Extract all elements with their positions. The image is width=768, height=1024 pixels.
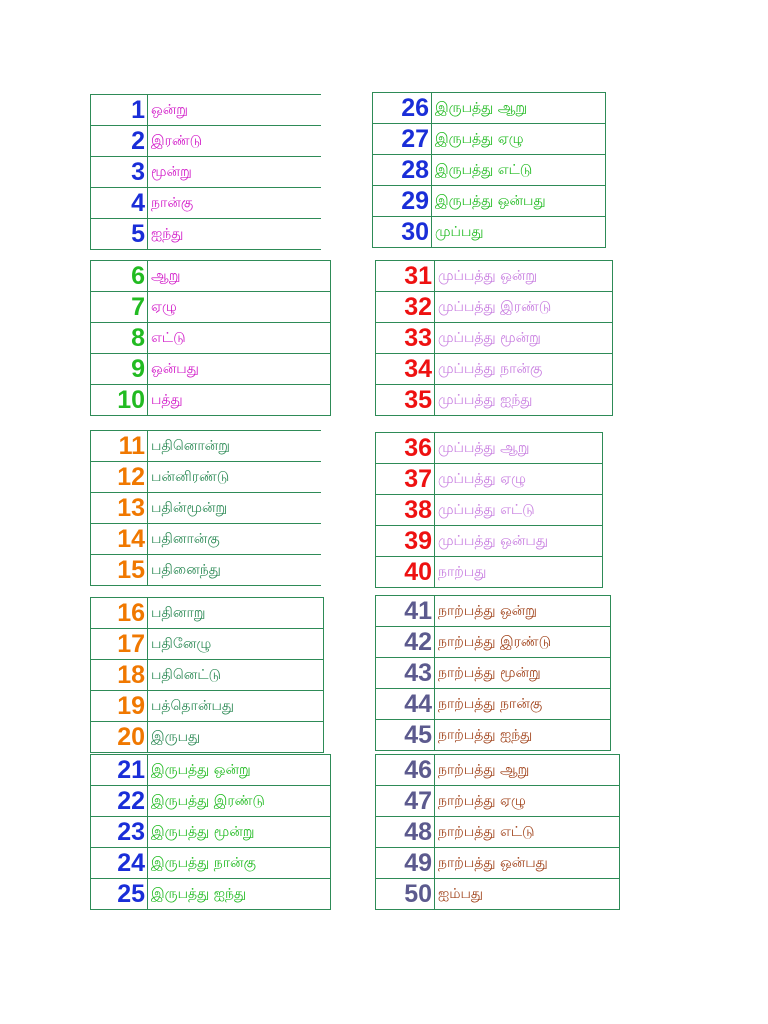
numeral: 26 xyxy=(373,93,432,124)
number-row xyxy=(91,188,322,219)
tamil-number-word: முப்பது xyxy=(432,217,606,248)
numeral: 29 xyxy=(373,186,432,217)
tamil-number-word: ஏழு xyxy=(148,292,331,323)
number-table-1-5 xyxy=(90,94,321,250)
numeral: 24 xyxy=(91,848,148,879)
numeral: 39 xyxy=(376,526,435,557)
number-row xyxy=(91,431,322,462)
tamil-number-word: எட்டு xyxy=(148,323,331,354)
tamil-number-word: இருபத்து ஒன்று xyxy=(148,755,331,786)
tamil-number-word: நாற்பத்து எட்டு xyxy=(435,817,620,848)
number-row xyxy=(373,124,606,155)
tamil-number-word: பதினேழு xyxy=(148,629,324,660)
numeral: 22 xyxy=(91,786,148,817)
number-row xyxy=(91,385,331,416)
number-row xyxy=(91,323,331,354)
tamil-number-word: இரண்டு xyxy=(148,126,322,157)
number-table-6-10 xyxy=(90,260,331,416)
numeral: 40 xyxy=(376,557,435,588)
tamil-number-word: முப்பத்து எட்டு xyxy=(435,495,603,526)
tamil-number-word: நான்கு xyxy=(148,188,322,219)
tamil-number-word: இருபது xyxy=(148,722,324,753)
tamil-number-word: ஒன்பது xyxy=(148,354,331,385)
number-row xyxy=(376,261,613,292)
number-row xyxy=(376,433,603,464)
tamil-number-word: நாற்பத்து மூன்று xyxy=(435,658,611,689)
number-row xyxy=(91,848,331,879)
number-row xyxy=(91,722,324,753)
tamil-number-word: முப்பத்து ஒன்பது xyxy=(435,526,603,557)
numeral: 38 xyxy=(376,495,435,526)
numeral: 49 xyxy=(376,848,435,879)
numeral: 31 xyxy=(376,261,435,292)
number-row xyxy=(376,495,603,526)
numeral: 10 xyxy=(91,385,148,416)
tamil-number-word: முப்பத்து இரண்டு xyxy=(435,292,613,323)
number-row xyxy=(91,261,331,292)
numeral: 34 xyxy=(376,354,435,385)
number-row xyxy=(376,879,620,910)
numeral: 50 xyxy=(376,879,435,910)
numeral: 25 xyxy=(91,879,148,910)
number-row xyxy=(373,155,606,186)
tamil-number-word: மூன்று xyxy=(148,157,322,188)
number-row xyxy=(376,786,620,817)
tamil-number-word: ஐந்து xyxy=(148,219,322,250)
tamil-number-word: இருபத்து மூன்று xyxy=(148,817,331,848)
number-row xyxy=(91,598,324,629)
number-row xyxy=(376,689,611,720)
numeral: 12 xyxy=(91,462,148,493)
numeral: 3 xyxy=(91,157,148,188)
number-row xyxy=(376,596,611,627)
tamil-number-word: நாற்பத்து ஐந்து xyxy=(435,720,611,751)
tamil-number-word: நாற்பத்து நான்கு xyxy=(435,689,611,720)
numeral: 27 xyxy=(373,124,432,155)
number-row xyxy=(91,691,324,722)
tamil-number-word: நாற்பத்து ஏழு xyxy=(435,786,620,817)
numeral: 13 xyxy=(91,493,148,524)
tamil-number-word: நாற்பத்து ஆறு xyxy=(435,755,620,786)
numeral: 7 xyxy=(91,292,148,323)
number-row xyxy=(376,557,603,588)
tamil-number-word: முப்பத்து ஆறு xyxy=(435,433,603,464)
number-row xyxy=(376,658,611,689)
numeral: 20 xyxy=(91,722,148,753)
number-row xyxy=(376,755,620,786)
tamil-number-word: பத்தொன்பது xyxy=(148,691,324,722)
number-row xyxy=(91,219,322,250)
number-row xyxy=(376,292,613,323)
tamil-number-word: இருபத்து ஏழு xyxy=(432,124,606,155)
number-row xyxy=(91,879,331,910)
numeral: 32 xyxy=(376,292,435,323)
tamil-number-word: பதின்மூன்று xyxy=(148,493,322,524)
number-table-21-25 xyxy=(90,754,331,910)
numeral: 17 xyxy=(91,629,148,660)
numeral: 11 xyxy=(91,431,148,462)
number-table-11-15 xyxy=(90,430,321,586)
tamil-number-word: இருபத்து ஒன்பது xyxy=(432,186,606,217)
number-row xyxy=(376,720,611,751)
numeral: 18 xyxy=(91,660,148,691)
number-row xyxy=(376,323,613,354)
tamil-number-word: பதினாறு xyxy=(148,598,324,629)
tamil-number-word: பதினொன்று xyxy=(148,431,322,462)
tamil-number-word: நாற்பத்து இரண்டு xyxy=(435,627,611,658)
tamil-number-word: நாற்பது xyxy=(435,557,603,588)
tamil-number-word: ஐம்பது xyxy=(435,879,620,910)
tamil-number-word: இருபத்து இரண்டு xyxy=(148,786,331,817)
tamil-number-word: இருபத்து எட்டு xyxy=(432,155,606,186)
numeral: 37 xyxy=(376,464,435,495)
tamil-number-word: முப்பத்து ஒன்று xyxy=(435,261,613,292)
number-row xyxy=(91,157,322,188)
number-row xyxy=(91,126,322,157)
number-row xyxy=(91,493,322,524)
number-table-16-20 xyxy=(90,597,324,753)
numeral: 5 xyxy=(91,219,148,250)
tamil-number-word: நாற்பத்து ஒன்பது xyxy=(435,848,620,879)
number-row xyxy=(91,95,322,126)
number-row xyxy=(91,660,324,691)
numeral: 43 xyxy=(376,658,435,689)
number-row xyxy=(376,385,613,416)
number-table-36-40 xyxy=(375,432,603,588)
number-row xyxy=(91,817,331,848)
tamil-number-word: பதினைந்து xyxy=(148,555,322,586)
number-row xyxy=(373,217,606,248)
number-row xyxy=(91,755,331,786)
number-row xyxy=(376,464,603,495)
numeral: 6 xyxy=(91,261,148,292)
tamil-number-word: முப்பத்து ஐந்து xyxy=(435,385,613,416)
numeral: 9 xyxy=(91,354,148,385)
numeral: 45 xyxy=(376,720,435,751)
tamil-number-word: ஒன்று xyxy=(148,95,322,126)
numeral: 8 xyxy=(91,323,148,354)
numeral: 33 xyxy=(376,323,435,354)
number-row xyxy=(373,186,606,217)
numeral: 23 xyxy=(91,817,148,848)
numeral: 2 xyxy=(91,126,148,157)
numeral: 46 xyxy=(376,755,435,786)
number-table-41-45 xyxy=(375,595,611,751)
tamil-number-word: முப்பத்து மூன்று xyxy=(435,323,613,354)
tamil-number-word: முப்பத்து நான்கு xyxy=(435,354,613,385)
number-row xyxy=(91,786,331,817)
number-table-31-35 xyxy=(375,260,613,416)
number-row xyxy=(376,817,620,848)
numeral: 48 xyxy=(376,817,435,848)
tamil-number-word: பதினெட்டு xyxy=(148,660,324,691)
number-row xyxy=(376,526,603,557)
number-row xyxy=(376,848,620,879)
number-row xyxy=(373,93,606,124)
numeral: 15 xyxy=(91,555,148,586)
number-row xyxy=(91,462,322,493)
tamil-number-word: இருபத்து நான்கு xyxy=(148,848,331,879)
numeral: 19 xyxy=(91,691,148,722)
numeral: 41 xyxy=(376,596,435,627)
numeral: 30 xyxy=(373,217,432,248)
tamil-number-word: பன்னிரண்டு xyxy=(148,462,322,493)
numeral: 1 xyxy=(91,95,148,126)
numeral: 16 xyxy=(91,598,148,629)
number-table-46-50 xyxy=(375,754,620,910)
number-row xyxy=(91,354,331,385)
tamil-number-word: இருபத்து ஆறு xyxy=(432,93,606,124)
tamil-number-word: நாற்பத்து ஒன்று xyxy=(435,596,611,627)
number-row xyxy=(91,629,324,660)
number-row xyxy=(91,555,322,586)
numeral: 44 xyxy=(376,689,435,720)
numeral: 28 xyxy=(373,155,432,186)
numeral: 14 xyxy=(91,524,148,555)
tamil-number-word: பதினான்கு xyxy=(148,524,322,555)
numeral: 47 xyxy=(376,786,435,817)
numeral: 4 xyxy=(91,188,148,219)
numeral: 35 xyxy=(376,385,435,416)
number-row xyxy=(376,627,611,658)
numeral: 36 xyxy=(376,433,435,464)
number-row xyxy=(91,524,322,555)
numeral: 42 xyxy=(376,627,435,658)
number-row xyxy=(376,354,613,385)
tamil-number-word: பத்து xyxy=(148,385,331,416)
numeral: 21 xyxy=(91,755,148,786)
number-table-26-30 xyxy=(372,92,606,248)
tamil-number-word: ஆறு xyxy=(148,261,331,292)
number-row xyxy=(91,292,331,323)
tamil-number-word: முப்பத்து ஏழு xyxy=(435,464,603,495)
tamil-number-word: இருபத்து ஐந்து xyxy=(148,879,331,910)
